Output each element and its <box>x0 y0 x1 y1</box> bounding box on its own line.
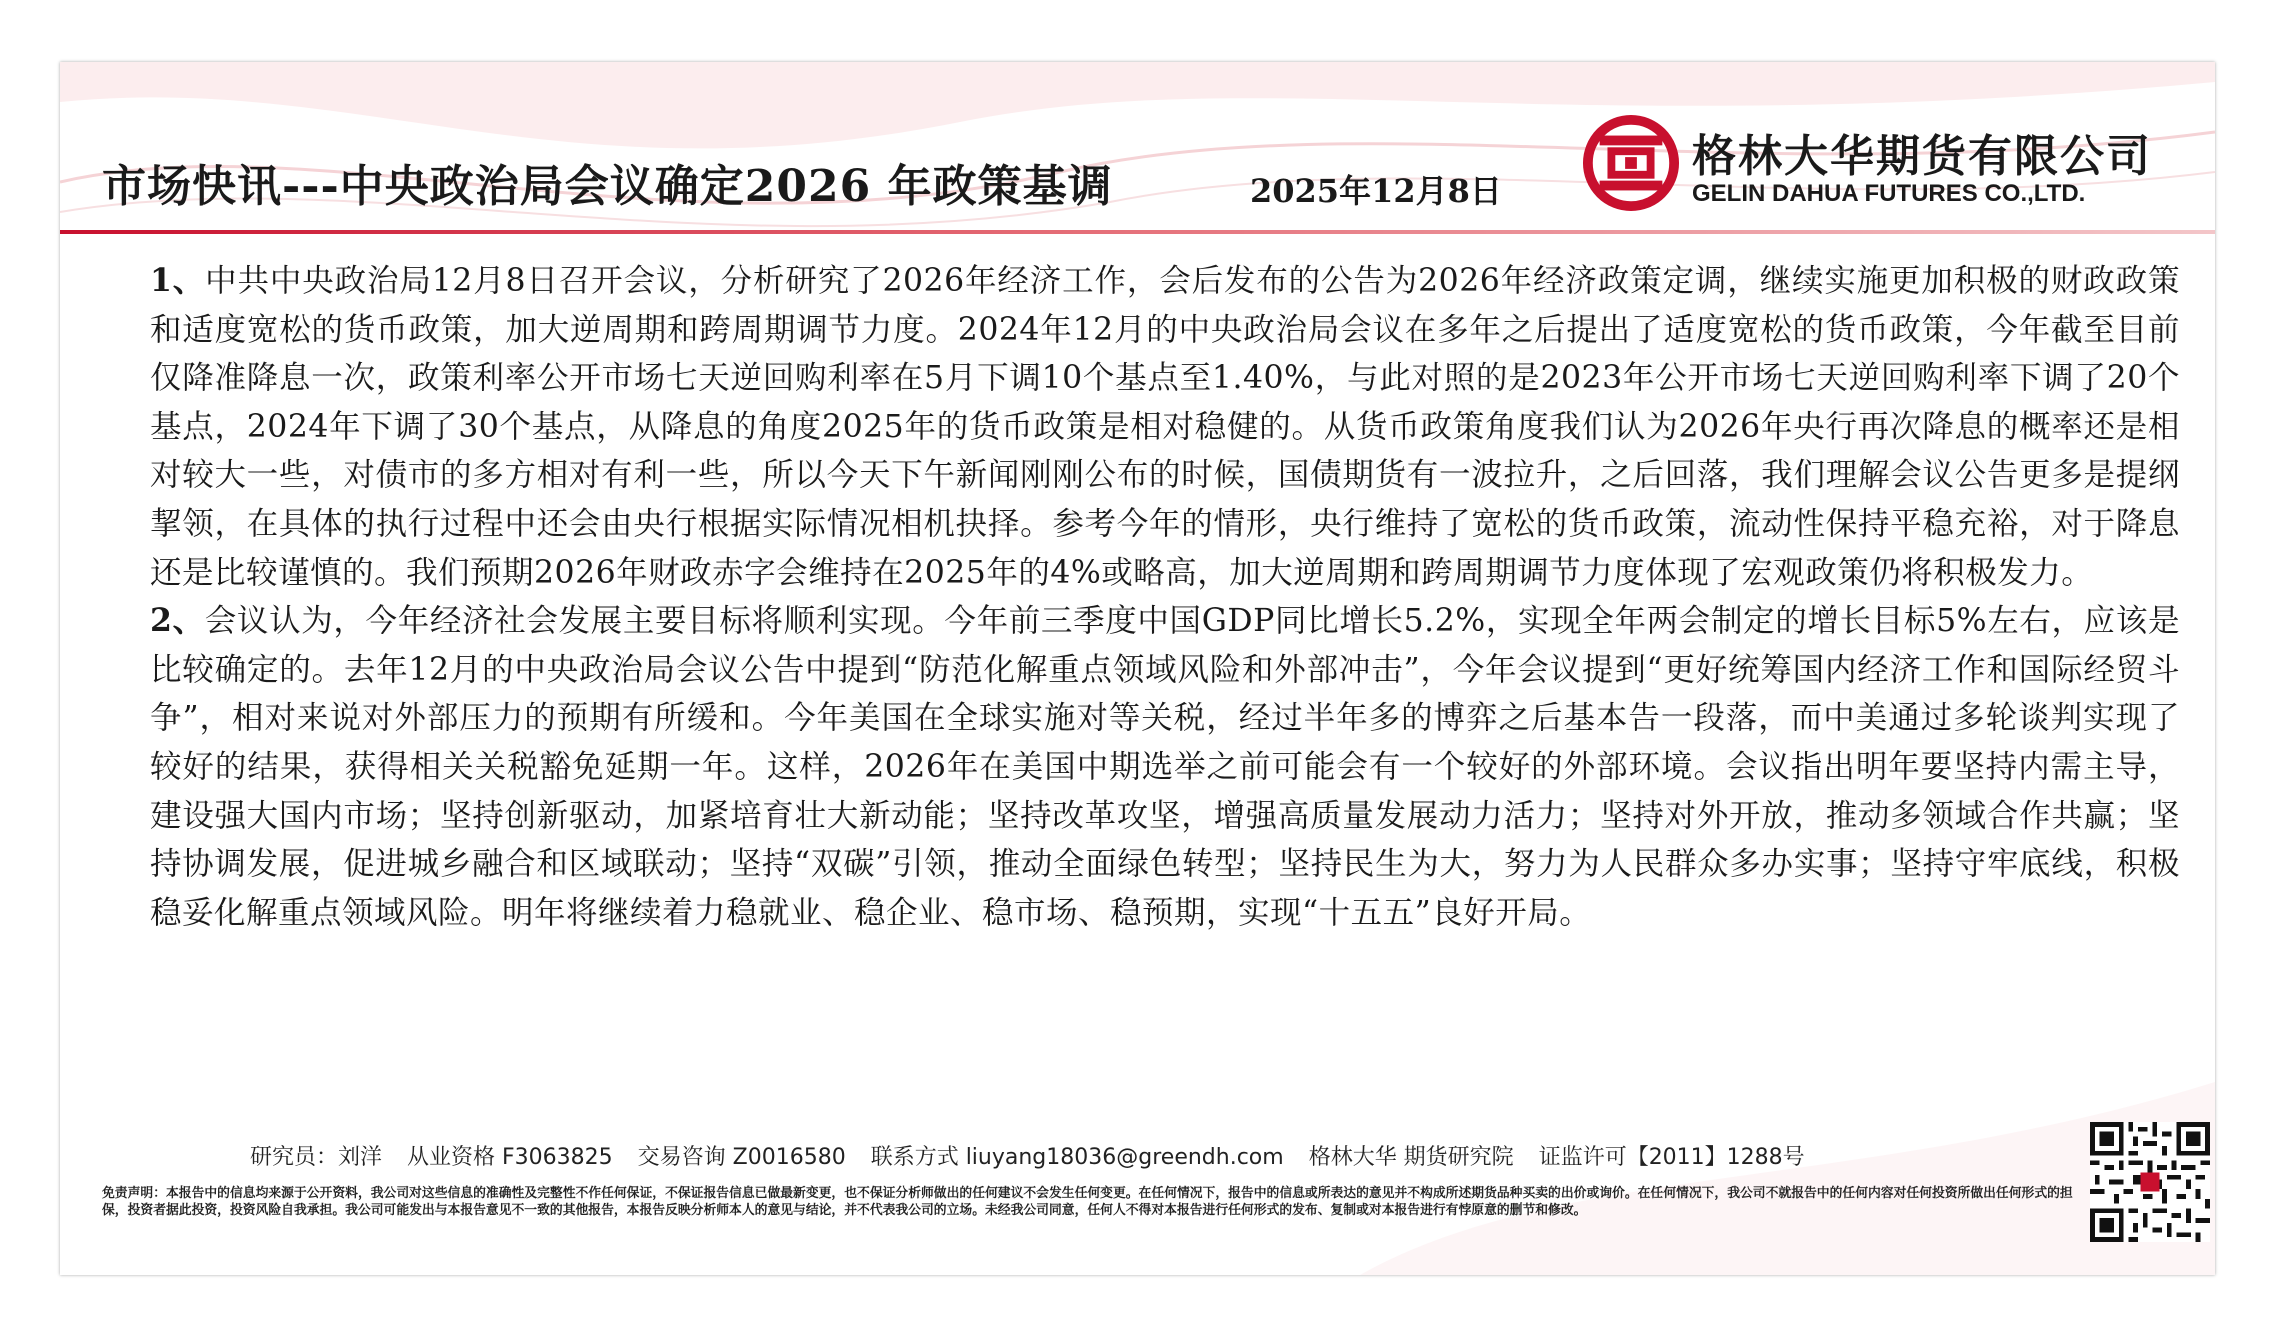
report-slide <box>60 62 2215 1275</box>
paragraph-text: 会议认为，今年经济社会发展主要目标将顺利实现。今年前三季度中国GDP同比增长5.2%，实现全年两会制定的增长目标5%左右，应该是比较确定的。去年12月的中央政治局会议公告中提到“防范化解重点领域风险和外部冲击”，今年会议提到“更好统筹国内经济工作和国际经贸斗争”，相对来说对外部压力的预期有所缓和。今年美国在全球实施对等关税，经过半年多的博弈之后基本告一段落，而中美通过多轮谈判实现了较好的结果，获得相关关税豁免延期一年。这样，2026年在美国中期选举之前可能会有一个较好的外部环境。会议指出明年要坚持内需主导，建设强大国内市场；坚持创新驱动，加紧培育壮大新动能；坚持改革攻坚，增强高质量发展动力活力；坚持对外开放，推动多领域合作共赢；坚持协调发展，促进城乡融合和区域联动；坚持“双碳”引领，推动全面绿色转型；坚持民生为大，努力为人民群众多办实事；坚持守牢底线，积极稳妥化解重点领域风险。明年将继续着力稳就业、稳企业、稳市场、稳预期，实现“十五五”良好开局。 <box>150 603 2181 931</box>
report-body <box>150 257 2180 937</box>
paragraph-number: 1、 <box>150 262 206 299</box>
gelin-dahua-logo-icon <box>1582 114 1680 212</box>
research-institute: 格林大华 期货研究院 <box>1308 1145 1514 1170</box>
qr-code-icon <box>2090 1122 2210 1242</box>
company-name-cn: 格林大华期货有限公司 <box>1692 131 2152 182</box>
disclaimer-text: 免责声明：本报告中的信息均来源于公开资料，我公司对这些信息的准确性及完整性不作任何保证，不保证报告信息已做最新变更，也不保证分析师做出的任何建议不会发生任何变更。在任何情况下，报告中的信息或所表达的意见并不构成所述期货品种买卖的出价或询价。在任何情况下，我公司不就报告中的任何内容对任何投资所做出任何形式的担保，投资者据此投资，投资风险自我承担。我公司可能发出与本报告意见不一致的其他报告，本报告反映分析师本人的意见与结论，并不代表我公司的立场。未经我公司同意，任何人不得对本报告进行任何形式的发布、复制或对本报告进行有悖原意的删节和修改。 <box>102 1186 2073 1218</box>
paragraph-2 <box>150 597 2180 937</box>
paragraph-text: 中共中央政治局12月8日召开会议，分析研究了2026年经济工作，会后发布的公告为2026年经济政策定调，继续实施更加积极的财政政策和适度宽松的货币政策，加大逆周期和跨周期调节力度。2024年12月的中央政治局会议在多年之后提出了适度宽松的货币政策，今年截至目前仅降准降息一次，政策利率公开市场七天逆回购利率在5月下调10个基点至1.40%，与此对照的是2023年公开市场七天逆回购利率下调了20个基点，2024年下调了30个基点，从降息的角度2025年的货币政策是相对稳健的。从货币政策角度我们认为2026年央行再次降息的概率还是相对较大一些，对债市的多方相对有利一些，所以今天下午新闻刚刚公布的时候，国债期货有一波拉升，之后回落，我们理解会议公告更多是提纲挈领，在具体的执行过程中还会由央行根据实际情况相机抉择。参考今年的情形，央行维持了宽松的货币政策，流动性保持平稳充裕，对于降息还是比较谨慎的。我们预期2026年财政赤字会维持在2025年的4%或略高，加大逆周期和跨周期调节力度体现了宏观政策仍将积极发力。 <box>150 263 2180 591</box>
paragraph-1 <box>150 257 2180 597</box>
consult-number: 交易咨询 Z0016580 <box>637 1145 846 1170</box>
qualification-number: 从业资格 F3063825 <box>407 1145 613 1170</box>
header-divider <box>60 230 2215 234</box>
contact-email: 联系方式 liuyang18036@greendh.com <box>870 1145 1284 1170</box>
report-date: 2025年12月8日 <box>1250 172 1502 210</box>
author-info <box>250 1140 1823 1171</box>
license-number: 证监许可【2011】1288号 <box>1538 1145 1805 1170</box>
report-title: 市场快讯---中央政治局会议确定2026 年政策基调 <box>102 161 1113 212</box>
paragraph-number: 2、 <box>150 602 205 640</box>
researcher-name: 研究员：刘洋 <box>250 1145 383 1170</box>
company-name-en: GELIN DAHUA FUTURES CO.,LTD. <box>1692 180 2086 207</box>
report-header <box>60 62 2215 232</box>
